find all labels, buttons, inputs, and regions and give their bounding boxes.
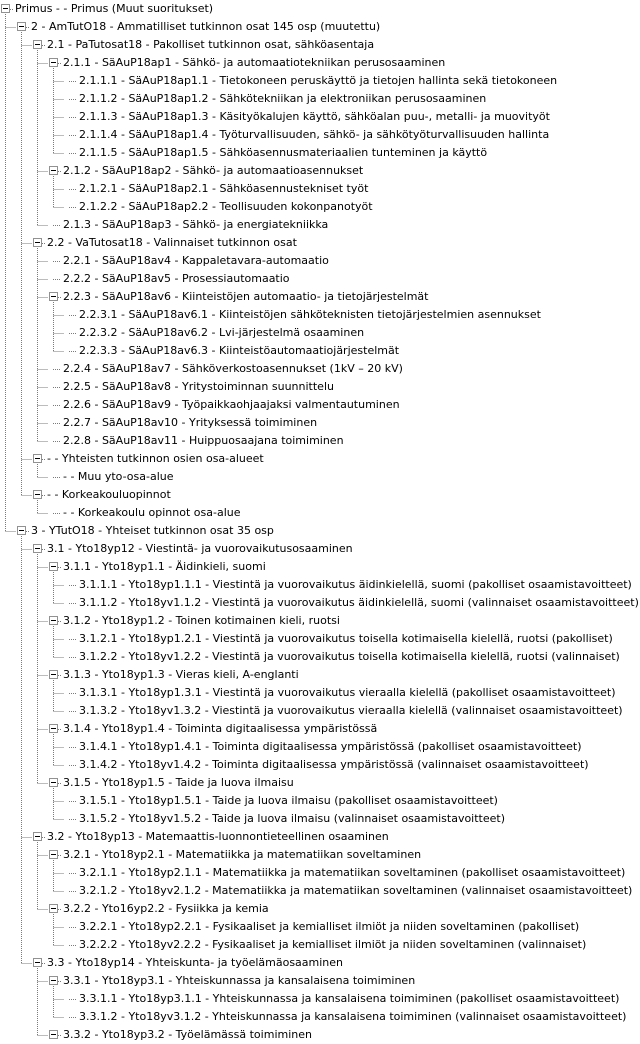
tree-node-label[interactable]: - - Muu yto-osa-alue bbox=[63, 470, 174, 483]
tree-node-label[interactable]: 2.1.2 - SäAuP18ap2 - Sähkö- ja automaatioasennukset bbox=[63, 164, 364, 177]
tree-node-label[interactable]: 3.1.5 - Yto18yp1.5 - Taide ja luova ilmaisu bbox=[63, 776, 294, 789]
tree-node-label[interactable]: 3.1 - Yto18yp12 - Viestintä- ja vuorovaikutusosaaminen bbox=[47, 542, 353, 555]
tree-node-label[interactable]: 2.2.8 - SäAuP18av11 - Huippuosaajana toimiminen bbox=[63, 434, 344, 447]
tree-node-label[interactable]: 2.1 - PaTutosat18 - Pakolliset tutkinnon osat, sähköasentaja bbox=[47, 38, 375, 51]
tree-node-label[interactable]: 3.1.2 - Yto18yp1.2 - Toinen kotimainen kieli, ruotsi bbox=[63, 614, 340, 627]
tree-node-label[interactable]: 2.2.3.3 - SäAuP18av6.3 - Kiinteistöautomaatiojärjestelmät bbox=[79, 344, 400, 357]
tree-node-label[interactable]: 3.3.1 - Yto18yp3.1 - Yhteiskunnassa ja kansalaisena toimiminen bbox=[63, 974, 416, 987]
collapse-toggle-icon[interactable] bbox=[33, 454, 42, 463]
tree-node-label[interactable]: 3.3 - Yto18yp14 - Yhteiskunta- ja työelämäosaaminen bbox=[47, 956, 344, 969]
collapse-toggle-icon[interactable] bbox=[17, 526, 26, 535]
collapse-toggle-icon[interactable] bbox=[33, 238, 42, 247]
tree-node-label[interactable]: 3.3.2 - Yto18yp3.2 - Työelämässä toimiminen bbox=[63, 1028, 312, 1041]
tree-node-label[interactable]: 2.1.3 - SäAuP18ap3 - Sähkö- ja energiatekniikka bbox=[63, 218, 329, 231]
collapse-toggle-icon[interactable] bbox=[49, 670, 58, 679]
tree-node-label[interactable]: 2.1.1.1 - SäAuP18ap1.1 - Tietokoneen peruskäyttö ja tietojen hallinta sekä tietokoneen bbox=[79, 74, 558, 87]
tree-node-label[interactable]: 3.1.1 - Yto18yp1.1 - Äidinkieli, suomi bbox=[63, 560, 266, 573]
tree-node-label[interactable]: 3.1.1.2 - Yto18yv1.1.2 - Viestintä ja vuorovaikutus äidinkielellä, suomi (valinnaiset osaamistavoitteet) bbox=[79, 596, 639, 609]
tree-node-label[interactable]: 3.1.3.1 - Yto18yp1.3.1 - Viestintä ja vuorovaikutus vieraalla kielellä (pakolliset osaamistavoitteet) bbox=[79, 686, 616, 699]
collapse-toggle-icon[interactable] bbox=[49, 616, 58, 625]
tree-node-label[interactable]: 2.2.3.2 - SäAuP18av6.2 - Lvi-järjestelmä osaaminen bbox=[79, 326, 365, 339]
tree-node-label[interactable]: - - Korkeakouluopinnot bbox=[47, 488, 171, 501]
tree-node-label[interactable]: 3.1.4 - Yto18yp1.4 - Toiminta digitaalisessa ympäristössä bbox=[63, 722, 378, 735]
collapse-toggle-icon[interactable] bbox=[49, 562, 58, 571]
collapse-toggle-icon[interactable] bbox=[49, 724, 58, 733]
tree-node-label[interactable]: 2.2.3.1 - SäAuP18av6.1 - Kiinteistöjen sähköteknisten tietojärjestelmien asennukset bbox=[79, 308, 541, 321]
tree-node-label[interactable]: 3.1.5.2 - Yto18yv1.5.2 - Taide ja luova ilmaisu (valinnaiset osaamistavoitteet) bbox=[79, 812, 506, 825]
collapse-toggle-icon[interactable] bbox=[33, 490, 42, 499]
tree-node-label[interactable]: 2 - AmTutO18 - Ammatilliset tutkinnon osat 145 osp (muutettu) bbox=[31, 20, 381, 33]
tree-node-label[interactable]: 2.2.1 - SäAuP18av4 - Kappaletavara-automaatio bbox=[63, 254, 329, 267]
collapse-toggle-icon[interactable] bbox=[49, 166, 58, 175]
collapse-toggle-icon[interactable] bbox=[49, 850, 58, 859]
tree-node-label[interactable]: 2.1.1.3 - SäAuP18ap1.3 - Käsityökalujen käyttö, sähköalan puu-, metalli- ja muovityöt bbox=[79, 110, 550, 123]
collapse-toggle-icon[interactable] bbox=[49, 292, 58, 301]
tree-node-label[interactable]: 3.3.1.1 - Yto18yp3.1.1 - Yhteiskunnassa ja kansalaisena toimiminen (pakolliset osaamistavoitteet) bbox=[79, 992, 620, 1005]
tree-node-label[interactable]: 3 - YTutO18 - Yhteiset tutkinnon osat 35 osp bbox=[31, 524, 274, 537]
tree-node-label[interactable]: 3.2.1.2 - Yto18yv2.1.2 - Matematiikka ja matematiikan soveltaminen (valinnaiset osaamistavoitteet) bbox=[79, 884, 633, 897]
tree-node-label[interactable]: 3.1.5.1 - Yto18yp1.5.1 - Taide ja luova ilmaisu (pakolliset osaamistavoitteet) bbox=[79, 794, 498, 807]
tree-node-label[interactable]: 2.2.6 - SäAuP18av9 - Työpaikkaohjaajaksi valmentautuminen bbox=[63, 398, 400, 411]
tree-node-label[interactable]: 3.1.4.2 - Yto18yv1.4.2 - Toiminta digitaalisessa ympäristössä (valinnaiset osaamistavoitteet) bbox=[79, 758, 589, 771]
tree-node-label[interactable]: 3.2.2.2 - Yto18yv2.2.2 - Fysikaaliset ja kemialliset ilmiöt ja niiden soveltaminen (valinnaiset) bbox=[79, 938, 587, 951]
tree-node-label[interactable]: 2.1.1.5 - SäAuP18ap1.5 - Sähköasennusmateriaalien tunteminen ja käyttö bbox=[79, 146, 488, 159]
tree-node-label[interactable]: 3.1.4.1 - Yto18yp1.4.1 - Toiminta digitaalisessa ympäristössä (pakolliset osaamistavoitteet) bbox=[79, 740, 582, 753]
tree-node-label[interactable]: 3.2 - Yto18yp13 - Matemaattis-luonnontieteellinen osaaminen bbox=[47, 830, 389, 843]
tree-node-label[interactable]: 2.2.4 - SäAuP18av7 - Sähköverkostoasennukset (1kV – 20 kV) bbox=[63, 362, 403, 375]
tree-node-label[interactable]: 3.1.2.1 - Yto18yp1.2.1 - Viestintä ja vuorovaikutus toisella kotimaisella kielellä, ruotsi (pakolliset) bbox=[79, 632, 613, 645]
tree-node-label[interactable]: 2.1.1 - SäAuP18ap1 - Sähkö- ja automaatiotekniikan perusosaaminen bbox=[63, 56, 446, 69]
tree-node-label[interactable]: 3.1.1.1 - Yto18yp1.1.1 - Viestintä ja vuorovaikutus äidinkielellä, suomi (pakolliset osaamistavoitteet) bbox=[79, 578, 632, 591]
tree-node-label[interactable]: 2.2.7 - SäAuP18av10 - Yrityksessä toimiminen bbox=[63, 416, 318, 429]
collapse-toggle-icon[interactable] bbox=[33, 832, 42, 841]
tree-node-label[interactable]: 3.2.1.1 - Yto18yp2.1.1 - Matematiikka ja matematiikan soveltaminen (pakolliset osaamistavoitteet) bbox=[79, 866, 626, 879]
tree-node-label[interactable]: 3.2.2 - Yto16yp2.2 - Fysiikka ja kemia bbox=[63, 902, 269, 915]
collapse-toggle-icon[interactable] bbox=[1, 4, 10, 13]
tree-node-label[interactable]: 2.1.2.1 - SäAuP18ap2.1 - Sähköasennustekniset työt bbox=[79, 182, 369, 195]
tree-node-label[interactable]: 2.2 - VaTutosat18 - Valinnaiset tutkinnon osat bbox=[47, 236, 297, 249]
collapse-toggle-icon[interactable] bbox=[49, 904, 58, 913]
tree-node-label[interactable]: Primus - - Primus (Muut suoritukset) bbox=[15, 2, 214, 15]
tree-node-label[interactable]: - - Korkeakoulu opinnot osa-alue bbox=[63, 506, 241, 519]
tree-node-label[interactable]: 3.1.3.2 - Yto18yv1.3.2 - Viestintä ja vuorovaikutus vieraalla kielellä (valinnaiset osaamistavoitteet) bbox=[79, 704, 623, 717]
tree-node-label[interactable]: 3.2.2.1 - Yto18yp2.2.1 - Fysikaaliset ja kemialliset ilmiöt ja niiden soveltaminen (pakolliset) bbox=[79, 920, 580, 933]
collapse-toggle-icon[interactable] bbox=[49, 778, 58, 787]
collapse-toggle-icon[interactable] bbox=[49, 976, 58, 985]
collapse-toggle-icon[interactable] bbox=[17, 22, 26, 31]
tree-node-label[interactable]: 2.1.1.4 - SäAuP18ap1.4 - Työturvallisuuden, sähkö- ja sähkötyöturvallisuuden hallinta bbox=[79, 128, 550, 141]
tree-node-label[interactable]: 2.2.5 - SäAuP18av8 - Yritystoiminnan suunnittelu bbox=[63, 380, 334, 393]
collapse-toggle-icon[interactable] bbox=[49, 1030, 58, 1039]
tree-node-label[interactable]: - - Yhteisten tutkinnon osien osa-alueet bbox=[47, 452, 264, 465]
tree-node-label[interactable]: 2.2.3 - SäAuP18av6 - Kiinteistöjen automaatio- ja tietojärjestelmät bbox=[63, 290, 429, 303]
tree-node-label[interactable]: 3.3.1.2 - Yto18yv3.1.2 - Yhteiskunnassa ja kansalaisena toimiminen (valinnaiset osaamistavoitteet) bbox=[79, 1010, 627, 1023]
tree-node-label[interactable]: 3.1.2.2 - Yto18yv1.2.2 - Viestintä ja vuorovaikutus toisella kotimaisella kielellä, ruotsi (valinnaiset) bbox=[79, 650, 620, 663]
tree-node-label[interactable]: 2.1.1.2 - SäAuP18ap1.2 - Sähkötekniikan ja elektroniikan perusosaaminen bbox=[79, 92, 487, 105]
tree-node-label[interactable]: 3.1.3 - Yto18yp1.3 - Vieras kieli, A-englanti bbox=[63, 668, 299, 681]
collapse-toggle-icon[interactable] bbox=[33, 40, 42, 49]
tree-node-label[interactable]: 3.2.1 - Yto18yp2.1 - Matematiikka ja matematiikan soveltaminen bbox=[63, 848, 422, 861]
collapse-toggle-icon[interactable] bbox=[49, 58, 58, 67]
tree-node-label[interactable]: 2.2.2 - SäAuP18av5 - Prosessiautomaatio bbox=[63, 272, 290, 285]
collapse-toggle-icon[interactable] bbox=[33, 958, 42, 967]
collapse-toggle-icon[interactable] bbox=[33, 544, 42, 553]
tree-node-label[interactable]: 2.1.2.2 - SäAuP18ap2.2 - Teollisuuden kokonpanotyöt bbox=[79, 200, 373, 213]
